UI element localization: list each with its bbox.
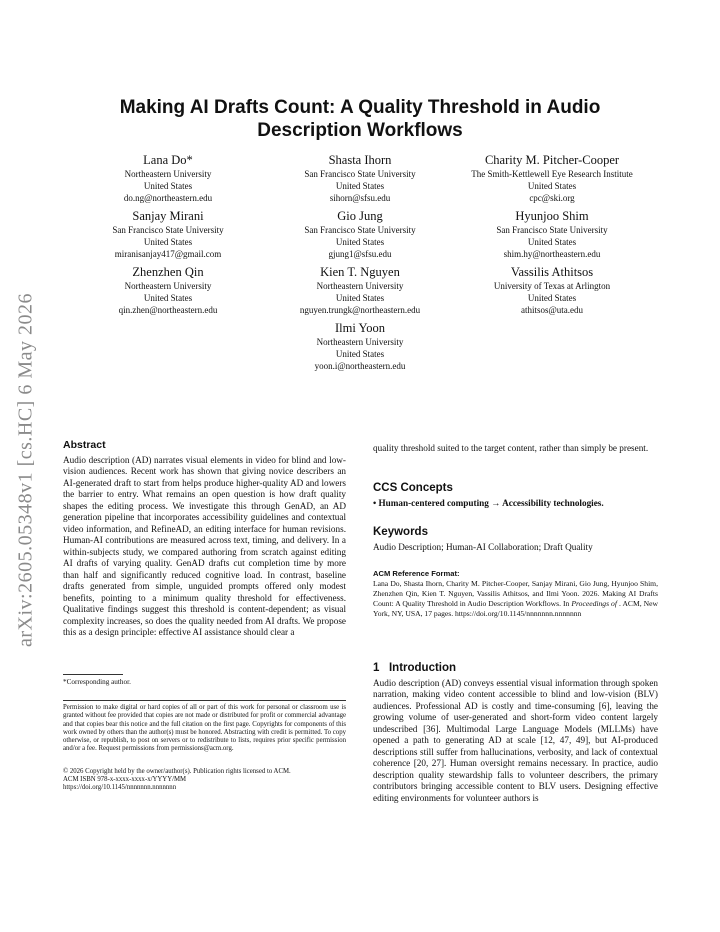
author (456, 208, 648, 260)
abstract-section (63, 440, 346, 639)
author (264, 264, 456, 316)
author-name: Zhenzhen Qin (132, 265, 204, 279)
author-affiliation: San Francisco State University (496, 225, 608, 235)
author-email: miranisanjay417@gmail.com (114, 249, 222, 259)
author-email: do.ng@northeastern.edu (123, 193, 213, 203)
author-affiliation: San Francisco State University (112, 225, 224, 235)
author-name: Charity M. Pitcher-Cooper (484, 153, 620, 167)
abstract-text: Audio description (AD) narrates visual elements in video for blind and low-vision audiences. Recent work has shown that giving novice describers an AI-generated draft to start from helps produce higher-quality AD and lowers the barrier to entry. What remains an open question is how draft quality shapes the editing process. We investigate this through GenAD, an AD generation pipeline that incorporates accessibility guidelines and contextual video information, and RefineAD, an editing interface for human revisions. Human-AI contributions are measured across text, timing, and delivery. In a within-subjects study, we compared authoring from scratch against editing AI drafts of varying quality. GenAD drafts cut completion time by more than half and significantly reduced cognitive load. In contrast, baseline drafts generated from simple, unguided prompts offered only modest benefits, pointing to a minimum quality threshold for effectiveness. Qualitative findings suggest this threshold is content-dependent; as visual complexity increases, so does the quality needed from AI drafts. We propose this as a design principle: effective AI assistance should clear a (63, 454, 346, 637)
author-name: Ilmi Yoon (334, 321, 386, 335)
author-country: United States (335, 293, 385, 303)
keywords-section (373, 527, 658, 553)
author-email: athitsos@uta.edu (520, 305, 584, 315)
author-country: United States (527, 181, 577, 191)
ccs-section (373, 483, 658, 509)
author-country: United States (335, 237, 385, 247)
footnote (63, 674, 346, 687)
author-affiliation: Northeastern University (316, 281, 404, 291)
ccs-heading: CCS Concepts (373, 482, 453, 494)
permission-rule (63, 700, 346, 701)
permission-text: Permission to make digital or hard copies of all or part of this work for personal or classroom use is granted without fee provided that copies are not made or distributed for profit or commercial advantage and that copies bear this notice and the full citation on the first page. Copyrights for components of this work owned by others than the author(s) must be honored. Abstracting with credit is permitted. To copy otherwise, or republish, to post on servers or to redistribute to lists, requires prior specific permission and/or a fee. Request permissions from permissions@acm.org. (63, 704, 346, 753)
abstract-heading: Abstract (63, 439, 106, 451)
author-affiliation: The Smith-Kettlewell Eye Research Institute (471, 169, 633, 179)
reference-text (373, 579, 658, 619)
footnote-rule (63, 674, 123, 675)
author-name: Hyunjoo Shim (515, 209, 589, 223)
author-affiliation: Northeastern University (316, 337, 404, 347)
author (264, 208, 456, 260)
author-email: nguyen.trungk@northeastern.edu (299, 305, 421, 315)
author-email: qin.zhen@northeastern.edu (118, 305, 218, 315)
author-name: Shasta Ihorn (328, 153, 392, 167)
author-affiliation: Northeastern University (124, 169, 212, 179)
reference-text-start: Lana Do, Shasta Ihorn, Charity M. Pitcher-Cooper, Sanjay Mirani, Gio Jung, Hyunjoo Shim, Zhenzhen Qin, Kien T. Nguyen, Vassilis Athitsos, and Ilmi Yoon. 2026. Making AI Drafts Count: A Quality Threshold in Audio Description Workflows. In (373, 579, 658, 608)
author-email: cpc@ski.org (529, 193, 575, 203)
author-email: gjung1@sfsu.edu (328, 249, 392, 259)
author-name: Gio Jung (337, 209, 383, 223)
author-name: Lana Do* (143, 153, 193, 167)
author-email: shim.hy@northeastern.edu (503, 249, 601, 259)
author (456, 152, 648, 204)
footnote-text: *Corresponding author. (63, 678, 131, 686)
author-email: sihorn@sfsu.edu (329, 193, 391, 203)
author-name: Vassilis Athitsos (510, 265, 594, 279)
author-name: Sanjay Mirani (132, 209, 204, 223)
author (264, 152, 456, 204)
author (72, 152, 264, 204)
abstract-continued (373, 443, 658, 455)
keywords-text: Audio Description; Human-AI Collaboration; Draft Quality (373, 541, 593, 552)
paper-title: Making AI Drafts Count: A Quality Threshold in Audio Description Workflows (119, 97, 601, 141)
author (456, 264, 648, 316)
author-email: yoon.i@northeastern.edu (314, 361, 406, 371)
author-affiliation: San Francisco State University (304, 225, 416, 235)
author-country: United States (143, 293, 193, 303)
introduction-section (373, 663, 658, 804)
permission-block (63, 700, 346, 793)
author-affiliation: San Francisco State University (304, 169, 416, 179)
author-country: United States (527, 237, 577, 247)
author-name: Kien T. Nguyen (320, 265, 400, 279)
arxiv-stamp: arXiv:2605.05348v1 [cs.HC] 6 May 2026 (14, 292, 37, 648)
author-affiliation: University of Texas at Arlington (493, 281, 611, 291)
author-country: United States (335, 349, 385, 359)
isbn-line: ACM ISBN 978-x-xxxx-xxxx-x/YYYY/MM (63, 776, 187, 784)
author-country: United States (527, 293, 577, 303)
copyright-line: © 2026 Copyright held by the owner/author(s). Publication rights licensed to ACM. (63, 767, 291, 775)
reference-italic: Proceedings of (571, 599, 617, 608)
author (72, 264, 264, 316)
keywords-heading: Keywords (373, 526, 428, 538)
reference-heading: ACM Reference Format: (373, 569, 460, 578)
author (72, 208, 264, 260)
reference-format (373, 569, 658, 619)
author-country: United States (143, 181, 193, 191)
introduction-text: Audio description (AD) conveys essential visual information through spoken narration, making video content accessible to blind and low-vision (BLV) audiences. Professional AD is costly and time-consuming [6], leaving the growing volume of user-generated and short-form video content largely undescribed [36]. Multimodal Large Language Models (MLLMs) have opened a path to generating AD at scale [12, 47, 49], but AI-produced descriptions still suffer from hallucinations, verbosity, and lack of contextual coherence [20, 27]. Human oversight remains necessary. In practice, audio description quality stewardship falls to volunteer describers, the primary contributors bringing accessible content to BLV users. Designing effective editing environments for volunteer authors is (373, 677, 658, 803)
author-country: United States (143, 237, 193, 247)
abstract-continued-text: quality threshold suited to the target content, rather than simply be present. (373, 443, 649, 453)
author-country: United States (335, 181, 385, 191)
doi-line: https://doi.org/10.1145/nnnnnnn.nnnnnnn (63, 784, 177, 792)
author-affiliation: Northeastern University (124, 281, 212, 291)
introduction-heading: 1 Introduction (373, 662, 457, 674)
author (264, 320, 456, 372)
author-block (72, 152, 648, 372)
ccs-item: • Human-centered computing → Accessibility technologies. (373, 497, 604, 508)
reference-text-end: . ACM, New York, NY, USA, 17 pages. https://doi.org/10.1145/nnnnnnn.nnnnnnn (373, 599, 658, 618)
